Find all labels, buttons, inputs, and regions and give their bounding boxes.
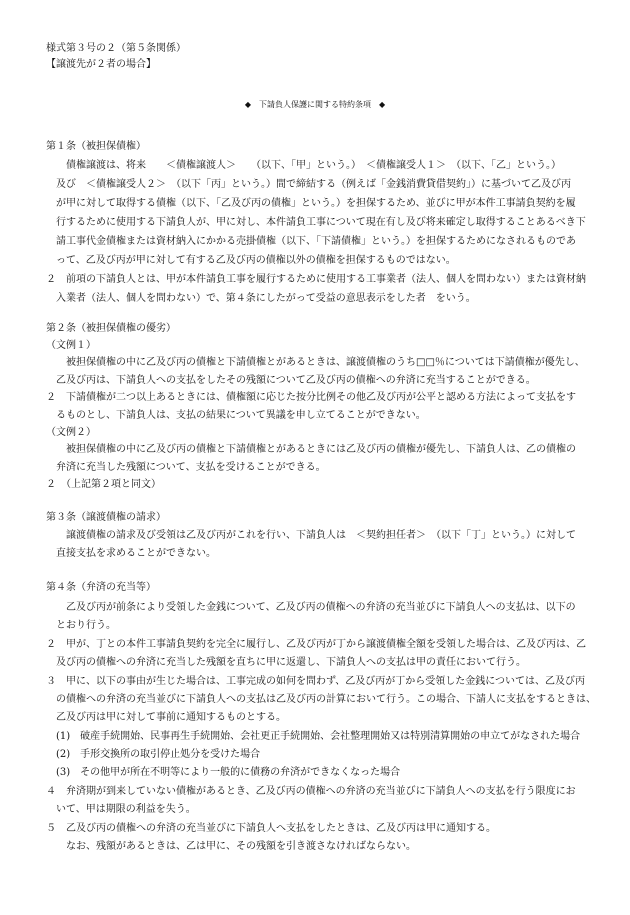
article1-line: が甲に対して取得する債権（以下、「乙及び丙の債権」という。）を担保するため、並びに甲が本件工事請負契約を履 — [56, 198, 576, 209]
case-note: 【譲渡先が２者の場合】 — [46, 59, 156, 70]
article1-para2-line: ２ 前項の下請負人とは、甲が本件請負工事を履行するために使用する工事業者（法人、個人を問わない）または資材納 — [46, 274, 586, 285]
article2-line: 被担保債権の中に乙及び丙の債権と下請債権とがあるときは、譲渡債権のうち□□％については下請債権が優先し、 — [66, 357, 585, 368]
article4-line: ４ 弁済期が到来していない債権があるとき、乙及び丙の債権への弁済の充当並びに下請負人への支払を行う限度にお — [46, 786, 576, 797]
article1-heading: 第１条（被担保債権） — [46, 141, 146, 152]
article4-list-item: (1) 破産手続開始、民事再生手続開始、会社更正手続開始、会社整理開始又は特別清算開始の申立てがなされた場合 — [56, 731, 581, 742]
article2-line: ２ 下請債権が二つ以上あるときには、債権額に応じた按分比例その他乙及び丙が公平と認める方法によって支払をす — [46, 392, 576, 403]
article1-line: 請工事代金債権または資材納入にかかる売掛債権（以下、「下請債権」という。）を担保するためになされるものであ — [56, 236, 576, 247]
article1-para2-line: 入業者（法人、個人を問わない）で、第４条にしたがって受益の意思表示をした者 をいう。 — [56, 293, 476, 304]
article4-line: 乙及び丙は甲に対して事前に通知するものとする。 — [56, 712, 286, 723]
article2-line: るものとし、下請負人は、支払の結果について異議を申し立てることができない。 — [56, 410, 426, 421]
article4-heading: 第４条（弁済の充当等） — [46, 582, 156, 593]
article1-line: 及び ＜債権譲受人２＞ （以下「丙」という。）間で締結する（例えば「金銭消費貸借契約」）に基づいて乙及び丙 — [56, 179, 571, 190]
article3-heading: 第３条（譲渡債権の請求） — [46, 512, 166, 523]
article4-line: ３ 甲に、以下の事由が生じた場合は、工事完成の如何を問わず、乙及び丙が丁から受領した金銭については、乙及び丙 — [46, 676, 585, 687]
article4-line: ５ 乙及び丙の債権への弁済の充当並びに下請負人へ支払をしたときは、乙及び丙は甲に通知する。 — [46, 823, 496, 834]
article4-list-item: (2) 手形交換所の取引停止処分を受けた場合 — [56, 749, 261, 760]
article4-line: の債権への弁済の充当並びに下請負人への支払は乙及び丙の計算において行う。この場合、下請人に支払をするときは、 — [56, 694, 596, 705]
article3-line: 譲渡債権の請求及び受領は乙及び丙がこれを行い、下請負人は ＜契約担任者＞ （以下「丁」という。）に対して — [66, 530, 576, 541]
article2-line: ２ （上記第２項と同文） — [46, 479, 161, 490]
article2-line: 弁済に充当した残額について、支払を受けることができる。 — [56, 462, 326, 473]
article1-line: 債権譲渡は、将来 ＜債権譲渡人＞ （以下、「甲」という。） ＜債権譲受人１＞ （以下、「乙」という。） — [66, 160, 561, 171]
article2-line: 被担保債権の中に乙及び丙の債権と下請債権とがあるときには乙及び丙の債権が優先し、下請負人は、乙の債権の — [66, 444, 576, 455]
article1-line: って、乙及び丙が甲に対して有する乙及び丙の債権以外の債権を担保するものではない。 — [56, 255, 456, 266]
article4-list-item: (3) その他甲が所在不明等により一般的に債務の弁済ができなくなった場合 — [56, 767, 401, 778]
article2-example2-label: （文例２） — [46, 427, 96, 438]
article4-line: なお、残額があるときは、乙は甲に、その残額を引き渡さなければならない。 — [66, 841, 416, 852]
article4-line: 乙及び丙が前条により受領した金銭について、乙及び丙の債権への弁済の充当並びに下請負人への支払は、以下の — [66, 602, 576, 613]
article2-line: 乙及び丙は、下請負人への支払をしたその残額について乙及び丙の債権への弁済に充当することができる。 — [56, 375, 536, 386]
article2-heading: 第２条（被担保債権の優劣） — [46, 323, 176, 334]
document-title: ◆ 下請負人保護に関する特約条項 ◆ — [244, 100, 386, 109]
article4-line: いて、甲は期限の利益を失う。 — [56, 804, 196, 815]
article2-example1-label: （文例１） — [46, 340, 96, 351]
article4-line: とおり行う。 — [56, 620, 116, 631]
article4-line: 及び丙の債権への弁済に充当した残額を直ちに甲に返還し、下請負人への支払は甲の責任において行う。 — [56, 657, 526, 668]
article1-line: 行するために使用する下請負人が、甲に対し、本件請負工事について現在有し及び将来確定し取得することあるべき下 — [56, 217, 586, 228]
article4-line: ２ 甲が、丁との本件工事請負契約を完全に履行し、乙及び丙が丁から譲渡債権全額を受領した場合は、乙及び丙は、乙 — [46, 639, 586, 650]
form-number: 様式第３号の２（第５条関係） — [46, 43, 186, 54]
article3-line: 直接支払を求めることができない。 — [56, 548, 216, 559]
